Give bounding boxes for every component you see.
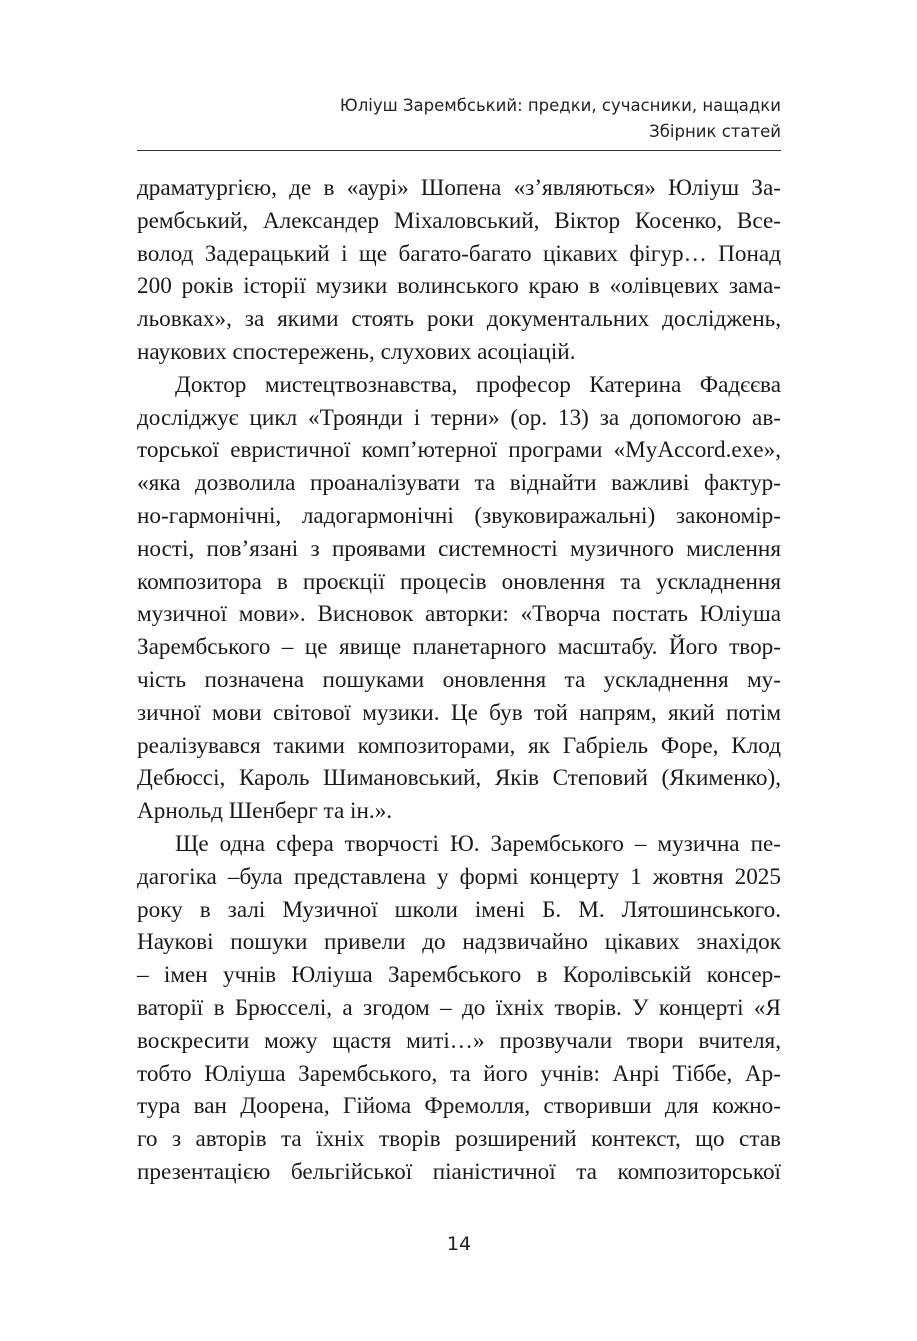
text-line: Зарембського – це явище планетарного масштабу. Його твор- [137, 634, 781, 661]
book-title: Юліуш Зарембський: предки, сучасники, нащадки [339, 96, 781, 115]
book-subtitle: Збірник статей [649, 122, 781, 141]
paragraph [137, 369, 781, 828]
text-line: Доктор мистецтвознавства, професор Катерина Фадєєва [175, 371, 781, 398]
text-line: року в залі Музичної школи імені Б. М. Лятошинського. [137, 896, 781, 923]
page-number: 14 [446, 1233, 472, 1255]
paragraph [137, 828, 781, 1189]
text-line: реалізувався такими композиторами, як Габріель Форе, Клод [137, 732, 781, 759]
text-line: – імен учнів Юліуша Зарембського в Королівській консер- [137, 962, 781, 989]
text-line: Ще одна сфера творчості Ю. Зарембського – музична пе- [175, 830, 781, 857]
text-line: 200 років історії музики волинського краю в «олівцевих замa- [137, 273, 781, 300]
text-line: ваторії в Брюсселі, а згодом – до їхніх творів. У концерті «Я [137, 994, 781, 1021]
text-line: тура ван Доорена, Гійома Фремолля, створивши для кожно- [137, 1093, 781, 1120]
text-line: «яка дозволила проаналізувати та віднайти важливі фактур- [137, 470, 781, 497]
paragraph [137, 172, 781, 369]
text-line: Наукові пошуки привели до надзвичайно цікавих знахідок [137, 929, 781, 956]
text-line: зичної мови світової музики. Це був той напрям, який потім [137, 699, 781, 726]
text-line: но-гармонічні, ладогармонічні (звуковиражальні) закономір- [137, 502, 781, 529]
body-text [137, 172, 781, 1189]
text-line: наукових спостережень, слухових асоціацій. [137, 338, 576, 365]
text-line: Арнольд Шенберг та ін.». [137, 798, 393, 825]
text-line: рембський, Александер Міхаловський, Віктор Косенко, Все- [137, 207, 781, 234]
text-line: тобто Юліуша Зарембського, та його учнів: Анрі Тіббе, Ар- [137, 1060, 781, 1087]
text-line: досліджує цикл «Троянди і терни» (ор. 13) за допомогою ав- [137, 404, 781, 431]
text-line: дагогіка –була представлена у формі концерту 1 жовтня 2025 [137, 863, 781, 890]
text-line: Дебюссі, Кароль Шимановський, Яків Степовий (Якименко), [137, 765, 781, 792]
text-line: презентацією бельгійської піаністичної та композиторської [137, 1158, 781, 1185]
text-line: музичної мови». Висновок авторки: «Творча постать Юліуша [137, 601, 781, 628]
text-line: го з авторів та їхніх творів розширений контекст, що став [137, 1126, 781, 1153]
text-line: ності, пов’язані з проявами системності музичного мислення [137, 535, 781, 562]
text-line: льовках», за якими стоять роки документальних досліджень, [137, 306, 781, 333]
running-head [137, 93, 781, 145]
header-divider [137, 150, 781, 151]
text-line: драматургією, де в «аурі» Шопена «з’являються» Юліуш За- [137, 175, 781, 201]
text-line: волод Задерацький і ще багато-багато цікавих фігур… Понад [137, 240, 781, 267]
text-line: чість позначена пошуками оновлення та ускладнення му- [137, 666, 781, 693]
text-line: воскресити можу щастя миті…» прозвучали твори вчителя, [137, 1027, 781, 1054]
text-line: торської евристичної комп’ютерної програми «MyAccord.exe», [137, 437, 781, 464]
text-line: композитора в проєкції процесів оновлення та ускладнення [137, 568, 781, 595]
